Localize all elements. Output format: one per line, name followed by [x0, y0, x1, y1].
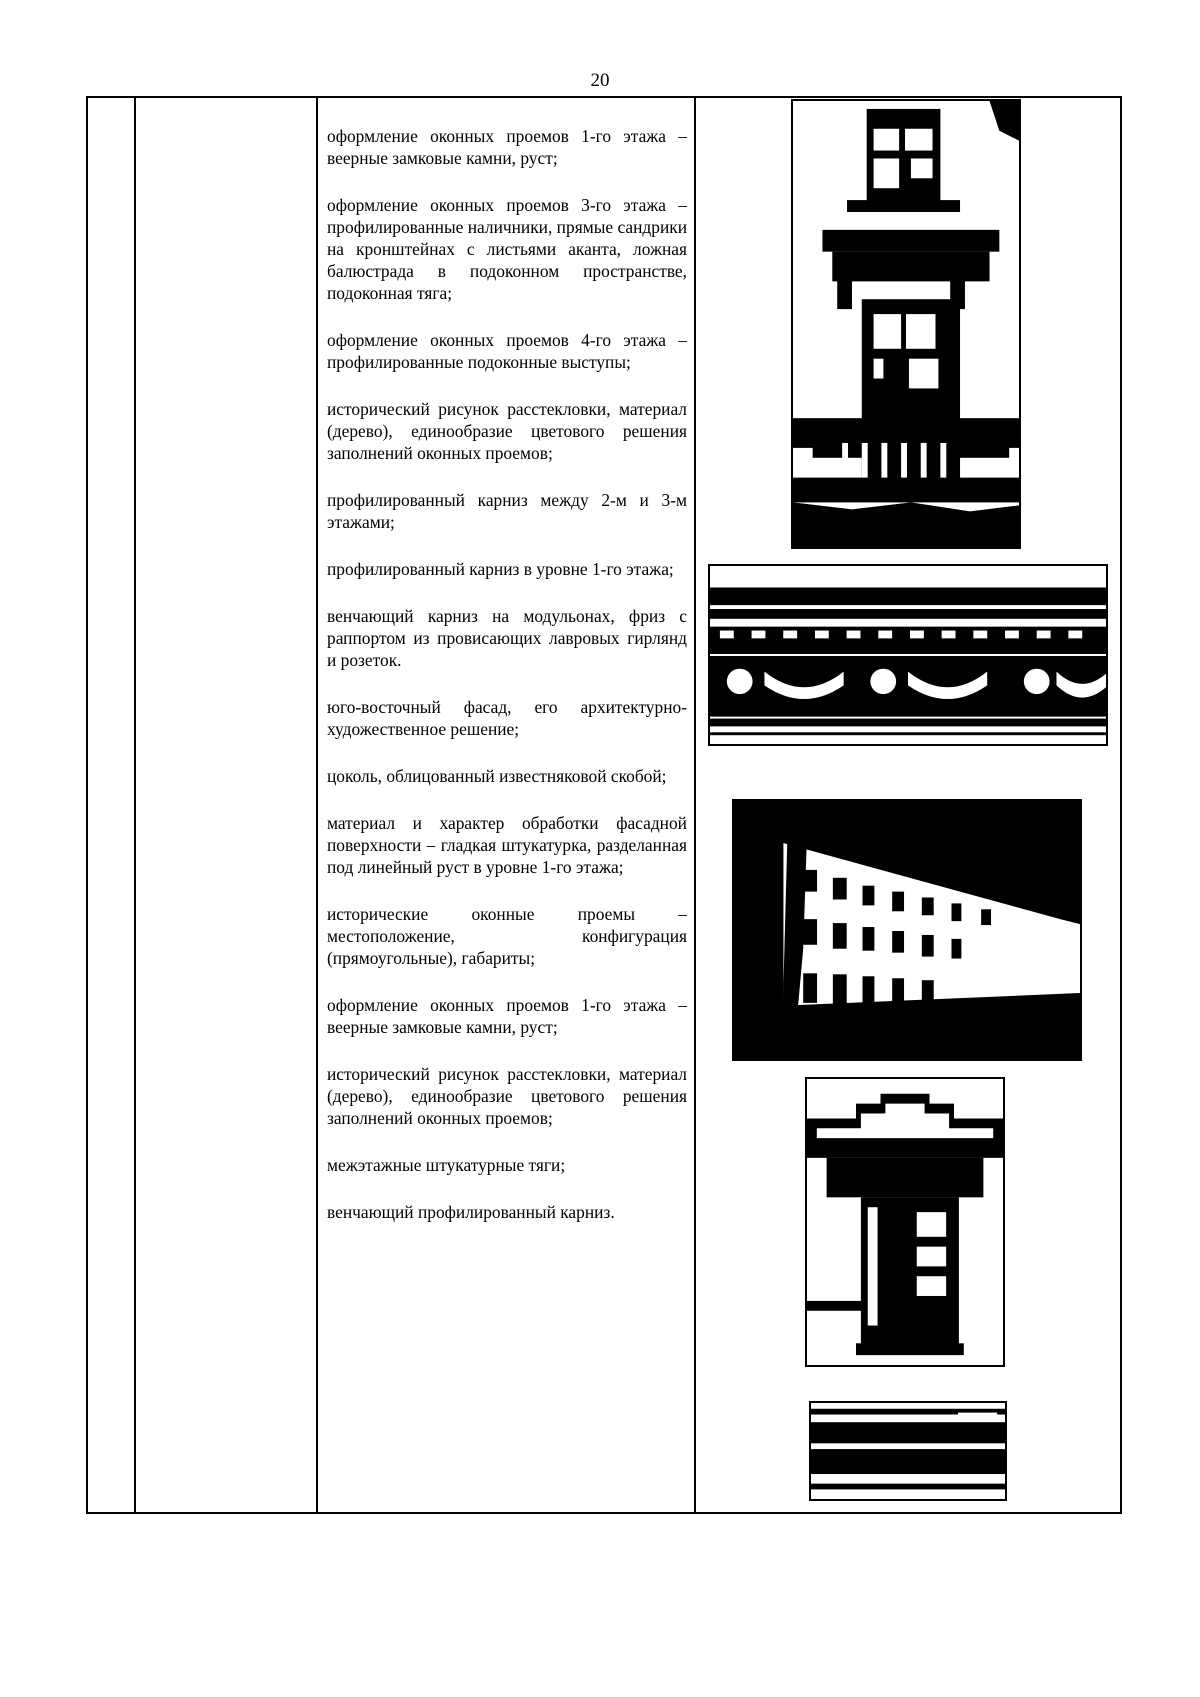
list-item: цоколь, облицованный известняковой скобой;	[327, 766, 667, 786]
list-item: оформление оконных проемов 1-го этажа – веерные замковые камни, руст;	[327, 995, 687, 1037]
protected-elements-list	[327, 125, 687, 1248]
list-item: профилированный карниз в уровне 1-го этажа;	[327, 559, 674, 579]
list-item: профилированный карниз между 2-м и 3-м этажами;	[327, 490, 687, 532]
list-item: венчающий профилированный карниз.	[327, 1202, 615, 1222]
list-item: межэтажные штукатурные тяги;	[327, 1155, 566, 1175]
table-column-divider	[694, 98, 696, 1512]
table-column-divider	[316, 98, 318, 1512]
southeast-facade-photo	[732, 799, 1082, 1061]
crowning-cornice-photo	[809, 1401, 1007, 1501]
cornice-frieze-photo	[708, 564, 1108, 746]
list-item: оформление оконных проемов 3-го этажа – профилированные наличники, прямые сандрики на кронштейнах с листьями аканта, ложная балюстрада в подоконном пространстве, подоконная тяга;	[327, 195, 688, 303]
window-3rd-floor-photo	[791, 99, 1021, 549]
list-item: оформление оконных проемов 1-го этажа – веерные замковые камни, руст;	[327, 126, 687, 168]
list-item: материал и характер обработки фасадной поверхности – гладкая штукатурка, разделанная под линейный руст в уровне 1-го этажа;	[327, 813, 687, 877]
table-column-divider	[134, 98, 136, 1512]
window-1st-floor-photo	[805, 1077, 1005, 1367]
list-item: венчающий карниз на модульонах, фриз с раппортом из провисающих лавровых гирлянд и розеток.	[327, 606, 687, 670]
list-item: исторический рисунок расстекловки, материал (дерево), единообразие цветового решения заполнений оконных проемов;	[327, 399, 687, 463]
list-item: юго-восточный фасад, его архитектурно-художественное решение;	[327, 697, 687, 739]
list-item: исторические оконные проемы – местоположение, конфигурация (прямоугольные), габариты;	[327, 904, 687, 968]
page-number: 20	[590, 70, 610, 91]
list-item: исторический рисунок расстекловки, материал (дерево), единообразие цветового решения заполнений оконных проемов;	[327, 1064, 687, 1128]
list-item: оформление оконных проемов 4-го этажа – профилированные подоконные выступы;	[327, 330, 687, 372]
